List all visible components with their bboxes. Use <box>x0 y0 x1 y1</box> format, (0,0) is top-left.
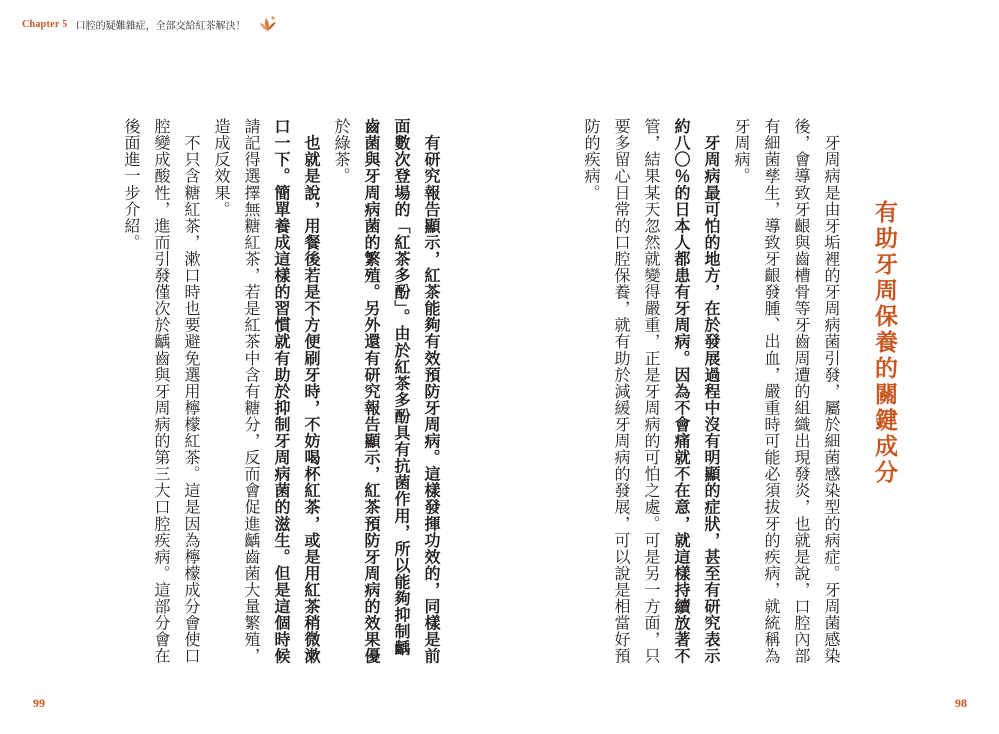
right-col-6: 約八〇％的日本人都患有牙周病。因為不會痛就不在意，就這樣持續放著不 <box>672 118 691 665</box>
right-col-1: 牙周病是由牙垢裡的牙周病菌引發，屬於細菌感染型的病症。牙周菌感染 <box>822 118 841 665</box>
right-col-7: 管，結果某天忽然就變得嚴重，正是牙周病的可怕之處。可是另一方面，只 <box>642 118 661 665</box>
page-number-right: 98 <box>955 696 967 710</box>
right-col-2: 後，會導致牙齦與齒槽骨等牙齒周遭的組織出現發炎，也就是說，口腔內部 <box>792 118 811 665</box>
left-col-9: 不只含糖紅茶，漱口時也要避免選用檸檬紅茶。這是因為檸檬成分會使口 <box>182 118 201 665</box>
left-col-10: 腔變成酸性，進而引發僅次於齲齒與牙周病的第三大口腔疾病。這部分會在 <box>152 118 171 665</box>
left-col-5: 也就是說，用餐後若是不方便刷牙時，不妨喝杯紅茶，或是用紅茶稍微漱 <box>302 118 321 665</box>
left-col-2: 面數次登場的「紅茶多酚」。由於紅茶多酚具有抗菌作用，所以能夠抑制齲 <box>392 118 411 657</box>
right-col-5: 牙周病最可怕的地方，在於發展過程中沒有明顯的症狀，甚至有研究表示 <box>702 118 721 665</box>
right-col-3: 有細菌孳生，導致牙齦發腫、出血，嚴重時可能必須拔牙的疾病，就統稱為 <box>762 118 781 665</box>
running-header <box>22 14 278 34</box>
left-col-3: 齒菌與牙周病菌的繁殖。另外還有研究報告顯示，紅茶預防牙周病的效果優 <box>362 118 381 665</box>
left-col-8: 造成反效果。 <box>212 118 231 218</box>
right-col-9: 防的疾病。 <box>582 118 601 201</box>
chapter-title: 口腔的疑難雜症，全部交給紅茶解決！ <box>75 20 246 32</box>
page-number-left: 99 <box>33 696 45 710</box>
left-col-11: 後面進一步介紹。 <box>122 118 141 251</box>
right-col-8: 要多留心日常的口腔保養，就有助於減緩牙周病的發展，可以說是相當好預 <box>612 118 631 665</box>
left-col-4: 於綠茶。 <box>332 118 351 185</box>
left-col-1: 有研究報告顯示，紅茶能夠有效預防牙周病。這樣發揮功效的，同樣是前 <box>422 118 441 665</box>
right-col-4: 牙周病。 <box>732 118 751 185</box>
left-col-6: 口一下。簡單養成這樣的習慣就有助於抑制牙周病菌的滋生。但是這個時候 <box>272 118 291 665</box>
section-heading: 有助牙周保養的關鍵成分 <box>871 200 898 486</box>
left-col-7: 請記得選擇無糖紅茶，若是紅茶中含有糖分，反而會促進齲齒菌大量繁殖， <box>242 118 261 665</box>
chapter-label: Chapter 5 <box>22 18 68 30</box>
tea-leaf-icon <box>258 14 278 34</box>
